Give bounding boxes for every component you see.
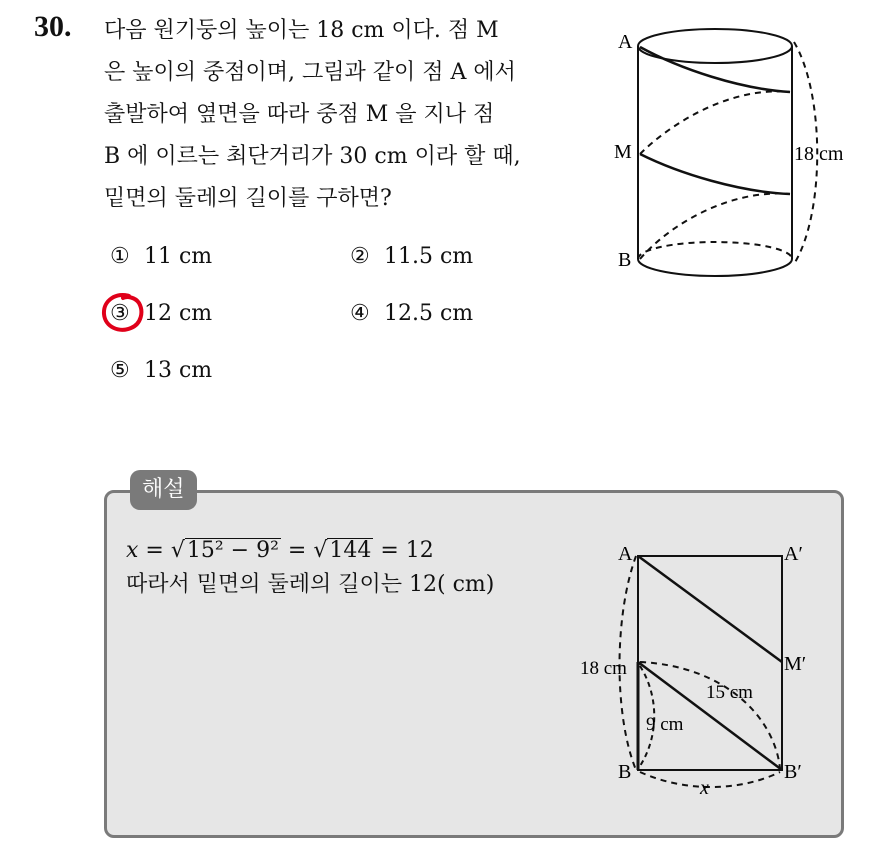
choice-text: 12.5 cm — [384, 301, 474, 326]
label-B-prime: B′ — [784, 761, 802, 783]
path-front-upper — [640, 47, 790, 92]
choice-text: 13 cm — [144, 358, 213, 383]
sqrt-sign: √ — [170, 538, 185, 563]
label-M-prime: M′ — [784, 653, 807, 675]
label-B: B — [618, 249, 632, 271]
question-number: 30. — [34, 10, 72, 43]
label-15cm: 15 cm — [706, 682, 753, 703]
label-height: 18 cm — [794, 143, 844, 165]
answer-circle-mark — [99, 290, 147, 336]
unrolled-rectangle — [638, 556, 782, 770]
choice-text: 11.5 cm — [384, 244, 474, 269]
label-18cm: 18 cm — [580, 658, 627, 679]
cylinder-bottom-front — [638, 259, 792, 276]
sqrt-term-2: 144 — [329, 538, 372, 563]
choice-mark: ④ — [350, 301, 370, 326]
question-line: 밑면의 둘레의 길이를 구하면? — [104, 186, 392, 211]
solution-tag: 해설 — [130, 470, 197, 510]
label-x: x — [700, 777, 709, 799]
unrolled-figure — [574, 536, 834, 802]
choice-mark: ③ — [110, 301, 130, 326]
choice-4[interactable] — [350, 301, 473, 326]
equation-result: = 12 — [373, 538, 434, 563]
question-line: 출발하여 옆면을 따라 중점 M 을 지나 점 — [104, 102, 495, 127]
choice-2[interactable] — [350, 244, 473, 269]
question-line: B 에 이르는 최단거리가 30 cm 이라 할 때, — [104, 144, 521, 169]
choice-text: 12 cm — [144, 301, 213, 326]
sqrt-sign: √ — [313, 538, 328, 563]
label-A: A — [618, 543, 633, 565]
label-M: M — [614, 141, 632, 163]
choice-1[interactable] — [110, 244, 212, 269]
label-B: B — [618, 761, 632, 783]
label-9cm: 9 cm — [646, 714, 684, 735]
choice-mark: ① — [110, 244, 130, 269]
question-line: 은 높이의 중점이며, 그림과 같이 점 A 에서 — [104, 60, 516, 85]
path-back-upper — [640, 91, 790, 154]
path-back-lower — [640, 194, 790, 259]
cylinder-bottom-back — [638, 242, 792, 259]
cylinder-figure — [610, 14, 860, 284]
solution-text — [126, 534, 494, 602]
solution-line-2: 따라서 밑면의 둘레의 길이는 12( cm) — [126, 572, 495, 597]
arc-x — [640, 772, 780, 787]
question-text — [104, 10, 594, 220]
solution-equation — [126, 534, 494, 568]
equals: = — [280, 538, 314, 563]
choice-text: 11 cm — [144, 244, 213, 269]
choice-mark: ⑤ — [110, 358, 130, 383]
segment-A-Mprime — [638, 556, 782, 662]
label-A: A — [618, 31, 633, 53]
var-x: x — [126, 538, 139, 563]
path-front-lower — [640, 154, 790, 194]
sqrt-term-1: 15² − 9² — [186, 538, 279, 563]
label-A-prime: A′ — [784, 543, 803, 565]
question-line: 다음 원기둥의 높이는 18 cm 이다. 점 M — [104, 18, 499, 43]
equals: = — [138, 538, 171, 563]
choice-5[interactable] — [110, 358, 212, 383]
choice-mark: ② — [350, 244, 370, 269]
